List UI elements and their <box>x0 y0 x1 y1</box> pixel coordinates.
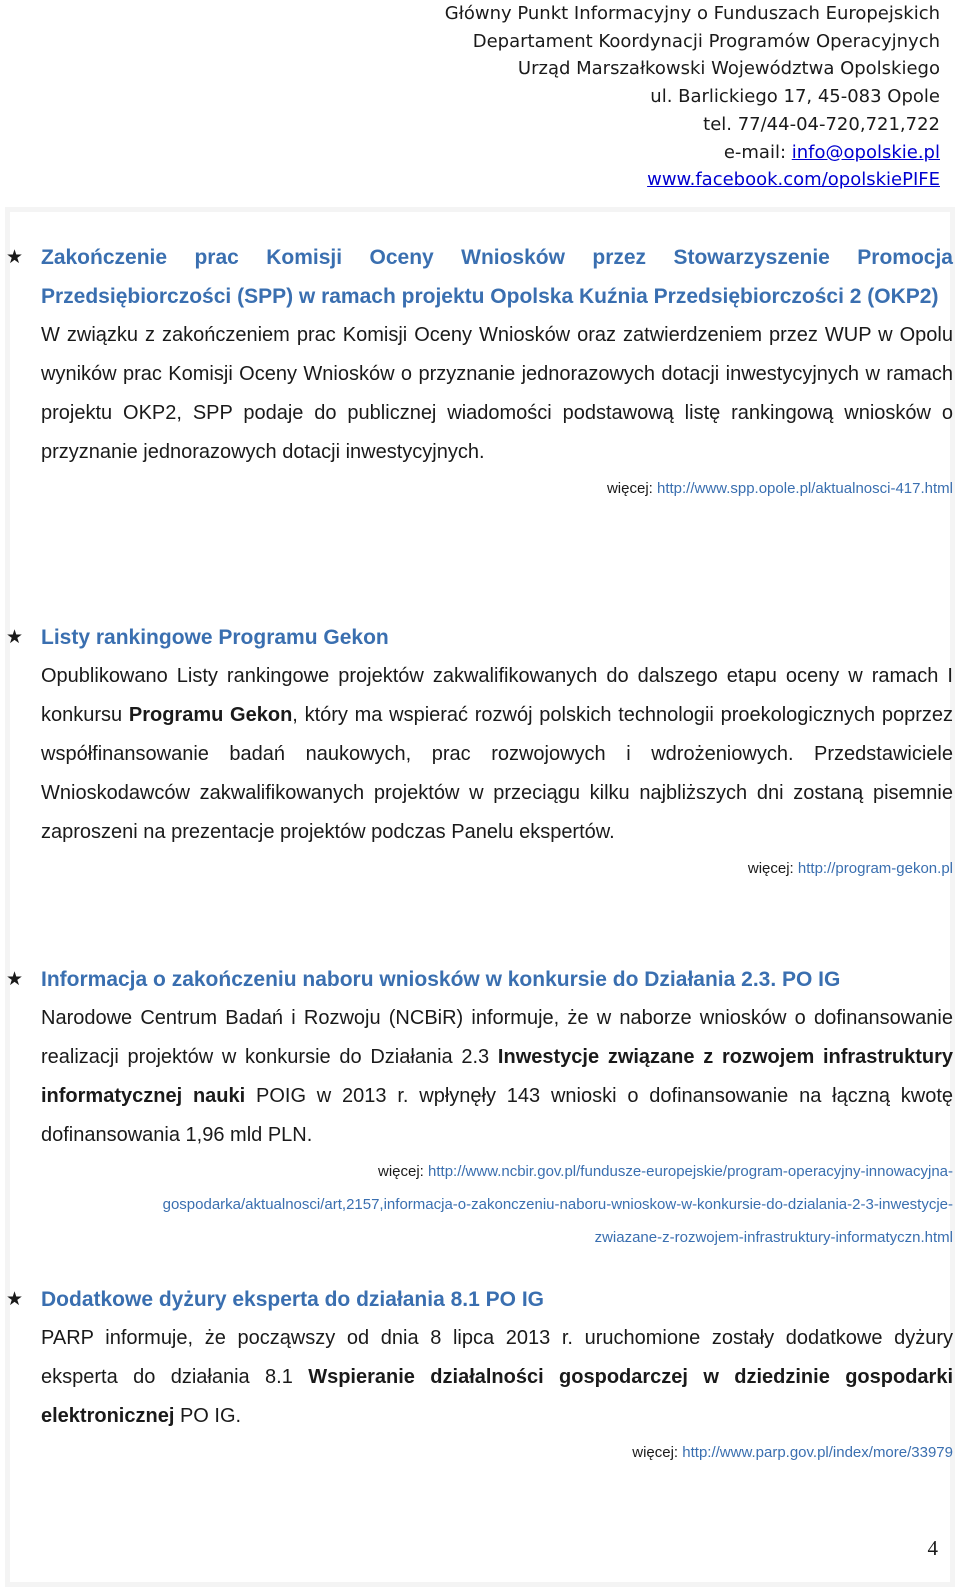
header-line-facebook <box>340 166 940 194</box>
star-icon: ★ <box>6 1289 24 1310</box>
body-text: Opublikowano Listy rankingowe projektów zakwalifikowanych do dalszego etapu oceny w ramach I konkursu <box>41 665 953 726</box>
news-title: Zakończenie prac Komisji Oceny Wniosków przez Stowarzyszenie Promocja Przedsiębiorczości (SPP) w ramach projektu Opolska Kuźnia Przedsiębiorczości 2 (OKP2) <box>41 246 953 308</box>
news-item <box>0 618 960 885</box>
news-body <box>41 657 953 852</box>
more-label: więcej: <box>632 1444 683 1461</box>
body-bold-text: Inwestycje związane z rozwojem infrastruktury informatycznej nauki <box>41 1046 953 1107</box>
page-number: 4 <box>927 1536 938 1560</box>
more-line <box>0 1436 953 1469</box>
header-line-email <box>340 139 940 167</box>
news-item <box>0 960 960 1254</box>
star-icon: ★ <box>6 969 24 990</box>
more-link[interactable]: http://www.parp.gov.pl/index/more/33979 <box>682 1444 953 1461</box>
more-link[interactable]: http://www.spp.opole.pl/aktualnosci-417.html <box>657 480 953 497</box>
more-line-continued <box>0 1221 953 1254</box>
body-text: PO IG. <box>174 1405 242 1427</box>
more-link-continued[interactable]: gospodarka/aktualnosci/art,2157,informacja-o-zakonczeniu-naboru-wnioskow-w-konkursie-do-dzialania-2-3-inwestycje- <box>162 1196 953 1213</box>
news-body <box>41 1319 953 1436</box>
body-text: POIG w 2013 r. wpłynęły 143 wnioski o dofinansowanie na łączną kwotę dofinansowania 1,96 mld PLN. <box>41 1085 953 1146</box>
body-text: PARP informuje, że począwszy od dnia 8 lipca 2013 r. uruchomione zostały dodatkowe dyżury eksperta do działania 8.1 <box>41 1327 953 1388</box>
body-bold-text: Programu Gekon <box>128 704 293 726</box>
more-label: więcej: <box>377 1163 429 1180</box>
more-label: więcej: <box>606 480 657 497</box>
body-bold-text: Wspieranie działalności gospodarczej w dziedzinie gospodarki elektronicznej <box>41 1366 953 1427</box>
news-title: Listy rankingowe Programu Gekon <box>41 626 389 649</box>
body-text: Narodowe Centrum Badań i Rozwoju (NCBiR) informuje, że w naborze wniosków o dofinansowanie realizacji projektów w konkursie do Działania 2.3 <box>41 1007 953 1068</box>
more-line <box>0 472 953 505</box>
header-line-phone: tel. 77/44-04-720,721,722 <box>703 113 940 135</box>
more-line <box>0 852 953 885</box>
more-link-continued[interactable]: zwiazane-z-rozwojem-infrastruktury-informatyczn.html <box>594 1229 953 1246</box>
header-line-office: Urząd Marszałkowski Województwa Opolskiego <box>517 58 940 80</box>
more-line <box>0 1155 953 1188</box>
more-link[interactable]: http://www.ncbir.gov.pl/fundusze-europejskie/program-operacyjny-innowacyjna- <box>428 1163 953 1180</box>
more-line-continued <box>0 1188 953 1221</box>
email-label: e-mail: <box>723 141 792 163</box>
contact-header <box>340 0 940 194</box>
star-icon: ★ <box>6 627 24 648</box>
star-icon: ★ <box>6 247 24 268</box>
header-line-address: ul. Barlickiego 17, 45-083 Opole <box>650 86 940 108</box>
facebook-link[interactable]: www.facebook.com/opolskiePIFE <box>647 169 940 191</box>
news-body: W związku z zakończeniem prac Komisji Oceny Wniosków oraz zatwierdzeniem przez WUP w Opolu wyników prac Komisji Oceny Wniosków o przyznanie jednorazowych dotacji inwestycyjnych w ramach projektu OKP2, SPP podaje do publicznej wiadomości podstawową listę rankingową wniosków o przyznanie jednorazowych dotacji inwestycyjnych. <box>41 324 953 463</box>
news-body <box>41 999 953 1155</box>
news-item <box>0 1280 960 1469</box>
email-link[interactable]: info@opolskie.pl <box>791 141 940 163</box>
header-line-department: Departament Koordynacji Programów Operacyjnych <box>472 30 940 52</box>
more-link[interactable]: http://program-gekon.pl <box>797 860 953 877</box>
header-line-org: Główny Punkt Informacyjny o Funduszach Europejskich <box>444 3 940 24</box>
body-text: , który ma wspierać rozwój polskich technologii proekologicznych poprzez współfinansowanie badań naukowych, prac rozwojowych i wdrożeniowych. Przedstawiciele Wnioskodawców zakwalifikowanych projektów w przeciągu kilku najbliższych dni zostaną pisemnie zaproszeni na prezentacje projektów podczas Panelu ekspertów. <box>41 704 953 843</box>
more-label: więcej: <box>747 860 798 877</box>
news-title: Informacja o zakończeniu naboru wniosków w konkursie do Działania 2.3. PO IG <box>41 968 841 991</box>
news-title: Dodatkowe dyżury eksperta do działania 8.1 PO IG <box>41 1288 544 1311</box>
news-item <box>0 238 960 505</box>
